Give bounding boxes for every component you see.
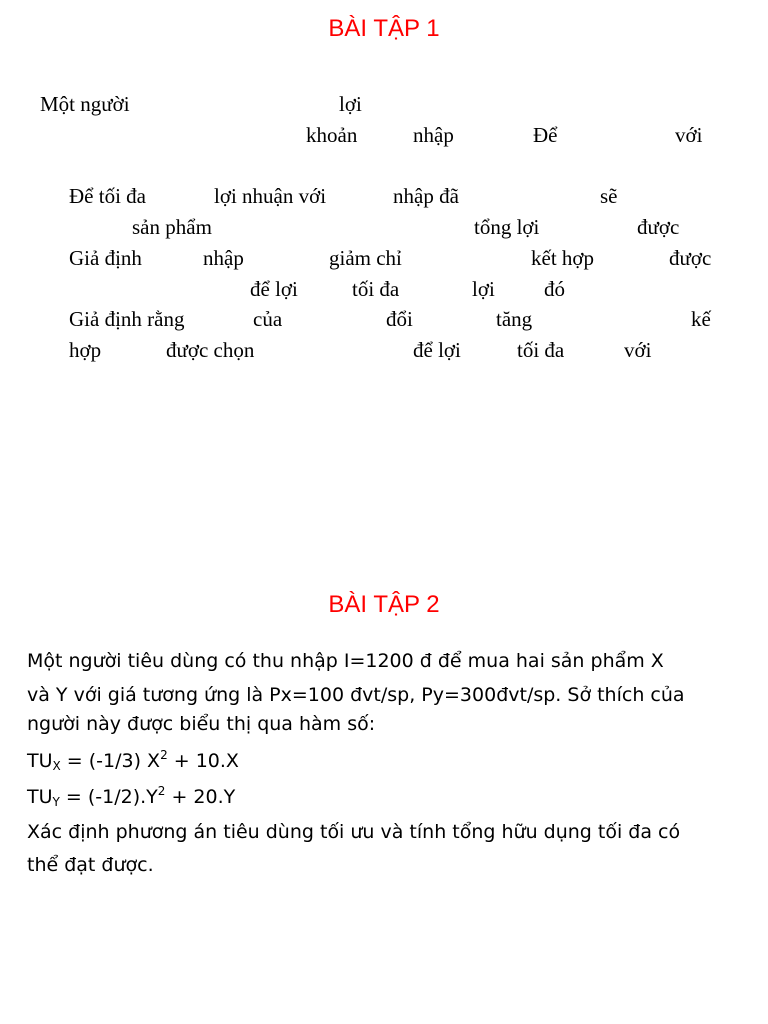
tu-x-exponent: 2	[160, 748, 168, 762]
text-fragment: được	[637, 215, 680, 239]
exercise-2-intro-line-2: và Y với giá tương ứng là Px=100 đvt/sp, Py=300đvt/sp. Sở thích của	[27, 684, 685, 706]
text-fragment: nhập	[203, 246, 244, 270]
exercise-2-task-line-2: thể đạt được.	[27, 854, 154, 876]
text-fragment: tối đa	[517, 338, 565, 362]
text-fragment: đổi	[386, 307, 413, 331]
exercise-2-intro-line-3: người này được biểu thị qua hàm số:	[27, 713, 376, 735]
text-fragment: nhập đã	[393, 184, 459, 208]
text-fragment: Giả định	[69, 246, 142, 270]
tu-y-exponent: 2	[157, 784, 166, 798]
tu-x-formula	[27, 744, 751, 778]
text-fragment: được	[669, 246, 712, 270]
text-fragment: với	[675, 123, 703, 147]
text-fragment: sẽ	[600, 184, 618, 208]
text-fragment: để lợi	[413, 338, 461, 362]
tu-x-lhs: TU	[27, 750, 53, 772]
text-fragment: giảm chỉ	[329, 246, 402, 270]
text-fragment: đó	[544, 277, 565, 301]
exercise-2-title: BÀI TẬP 2	[328, 591, 440, 618]
text-fragment: được chọn	[166, 338, 255, 362]
text-fragment: Để tối đa	[69, 184, 146, 208]
text-fragment: tối đa	[352, 277, 400, 301]
text-fragment: lợi nhuận với	[214, 184, 327, 208]
tu-y-formula	[27, 780, 751, 814]
text-fragment: kế	[691, 307, 711, 331]
text-fragment: để lợi	[250, 277, 298, 301]
tu-x-rhs: + 10.X	[167, 750, 239, 772]
text-fragment: Để	[533, 123, 558, 147]
tu-y-rhs: + 20.Y	[165, 786, 236, 808]
text-fragment: Một người	[40, 92, 130, 116]
tu-y-middle: = (-1/2).Y	[59, 786, 158, 808]
exercise-2-intro-line-1: Một người tiêu dùng có thu nhập I=1200 đ để mua hai sản phẩm X	[27, 650, 664, 672]
exercise-2-task-line-1: Xác định phương án tiêu dùng tối ưu và tính tổng hữu dụng tối đa có	[27, 821, 681, 843]
tu-x-subscript: X	[52, 759, 61, 773]
text-fragment: lợi	[339, 92, 362, 116]
text-fragment: sản phẩm	[132, 215, 212, 239]
text-fragment: tăng	[496, 307, 533, 331]
text-fragment: Giả định rằng	[69, 307, 185, 331]
text-fragment: hợp	[69, 338, 102, 362]
text-fragment: với	[624, 338, 652, 362]
exercise-1-title: BÀI TẬP 1	[328, 15, 440, 42]
text-fragment: của	[253, 307, 283, 331]
tu-y-lhs: TU	[27, 786, 53, 808]
text-fragment: khoản	[306, 123, 358, 147]
tu-x-middle: = (-1/3) X	[60, 750, 161, 772]
text-fragment: tổng lợi	[474, 215, 540, 239]
text-fragment: lợi	[472, 277, 495, 301]
text-fragment: nhập	[413, 123, 454, 147]
text-fragment: kết hợp	[531, 246, 595, 270]
tu-y-subscript: Y	[52, 795, 60, 809]
